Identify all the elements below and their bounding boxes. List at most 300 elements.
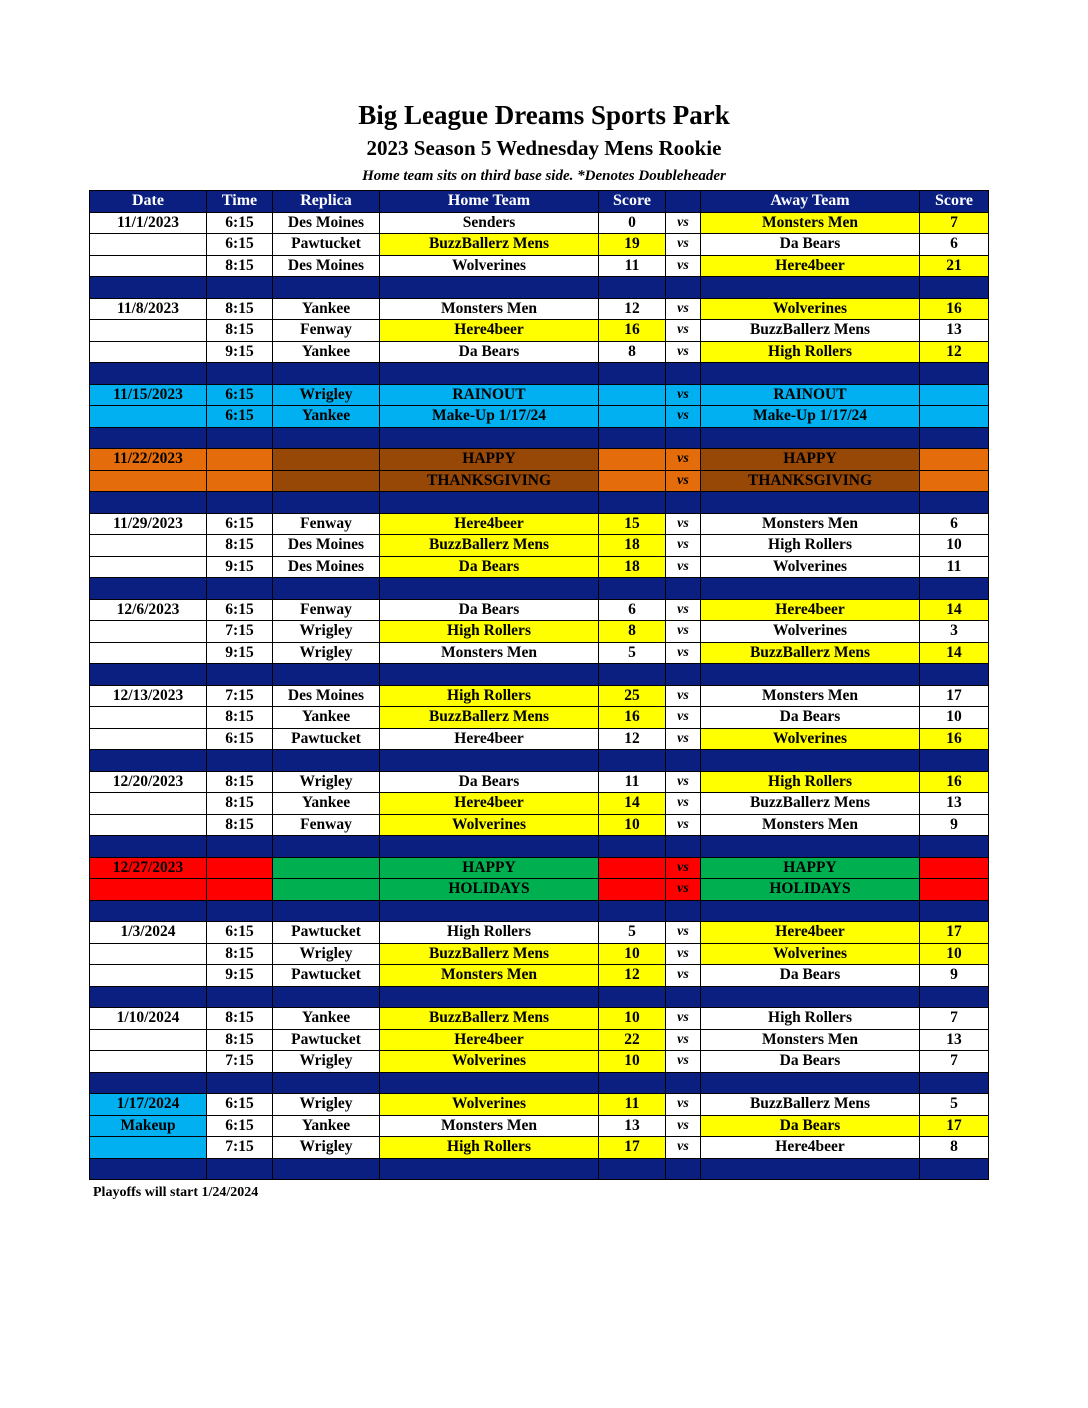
time-cell: 6:15 (207, 1094, 273, 1116)
replica-cell: Yankee (273, 707, 380, 729)
vs-cell: vs (666, 1094, 701, 1116)
away-score-cell: 14 (920, 642, 989, 664)
time-cell (207, 449, 273, 471)
separator-cell (920, 578, 989, 600)
separator-cell (599, 750, 666, 772)
time-cell: 6:15 (207, 922, 273, 944)
vs-cell: vs (666, 642, 701, 664)
date-cell: 1/3/2024 (90, 922, 207, 944)
time-cell: 6:15 (207, 728, 273, 750)
replica-cell: Wrigley (273, 943, 380, 965)
vs-cell: vs (666, 1008, 701, 1030)
away-score-cell: 5 (920, 1094, 989, 1116)
away-team-cell: Monsters Men (701, 814, 920, 836)
replica-cell: Wrigley (273, 1051, 380, 1073)
table-row (90, 341, 989, 363)
separator-row (90, 900, 989, 922)
separator-cell (701, 492, 920, 514)
home-score-cell: 19 (599, 234, 666, 256)
away-score-cell (920, 879, 989, 901)
separator-cell (207, 900, 273, 922)
table-row (90, 922, 989, 944)
separator-cell (701, 664, 920, 686)
separator-cell (90, 578, 207, 600)
separator-cell (380, 750, 599, 772)
date-cell: 12/6/2023 (90, 599, 207, 621)
separator-cell (90, 664, 207, 686)
date-cell (90, 728, 207, 750)
home-score-cell: 16 (599, 320, 666, 342)
date-cell: Makeup (90, 1115, 207, 1137)
separator-cell (380, 664, 599, 686)
away-team-cell: BuzzBallerz Mens (701, 642, 920, 664)
home-team-cell: Here4beer (380, 793, 599, 815)
separator-cell (666, 986, 701, 1008)
home-score-cell: 12 (599, 728, 666, 750)
home-team-cell: Monsters Men (380, 298, 599, 320)
away-score-cell: 7 (920, 212, 989, 234)
away-team-cell: BuzzBallerz Mens (701, 320, 920, 342)
separator-cell (666, 836, 701, 858)
separator-cell (90, 900, 207, 922)
home-score-cell: 6 (599, 599, 666, 621)
separator-cell (207, 427, 273, 449)
time-cell: 9:15 (207, 341, 273, 363)
separator-cell (666, 1158, 701, 1180)
time-cell: 8:15 (207, 814, 273, 836)
away-team-cell: High Rollers (701, 535, 920, 557)
away-team-cell: High Rollers (701, 771, 920, 793)
away-team-cell: Wolverines (701, 728, 920, 750)
away-score-cell: 10 (920, 707, 989, 729)
header-note: Home team sits on third base side. *Denotes Doubleheader (362, 168, 726, 184)
separator-cell (273, 1158, 380, 1180)
separator-cell (273, 836, 380, 858)
date-cell (90, 255, 207, 277)
separator-cell (920, 427, 989, 449)
vs-cell: vs (666, 513, 701, 535)
time-cell: 8:15 (207, 1008, 273, 1030)
separator-cell (207, 836, 273, 858)
home-team-cell: Monsters Men (380, 965, 599, 987)
replica-cell (273, 857, 380, 879)
separator-cell (90, 1072, 207, 1094)
vs-cell: vs (666, 922, 701, 944)
home-score-cell: 10 (599, 814, 666, 836)
separator-cell (599, 277, 666, 299)
replica-cell: Yankee (273, 793, 380, 815)
time-cell: 8:15 (207, 298, 273, 320)
separator-cell (380, 363, 599, 385)
separator-cell (380, 492, 599, 514)
table-row (90, 449, 989, 471)
separator-cell (90, 363, 207, 385)
away-score-cell (920, 449, 989, 471)
column-header-away-score: Score (920, 191, 989, 213)
home-score-cell (599, 384, 666, 406)
separator-cell (207, 986, 273, 1008)
date-cell: 12/27/2023 (90, 857, 207, 879)
separator-row (90, 836, 989, 858)
separator-cell (701, 750, 920, 772)
home-team-cell: Senders (380, 212, 599, 234)
separator-cell (920, 1072, 989, 1094)
home-team-cell: THANKSGIVING (380, 470, 599, 492)
table-header-row (90, 191, 989, 213)
separator-cell (666, 277, 701, 299)
home-team-cell: High Rollers (380, 685, 599, 707)
away-score-cell (920, 470, 989, 492)
date-cell: 11/29/2023 (90, 513, 207, 535)
away-team-cell: Here4beer (701, 1137, 920, 1159)
table-row (90, 943, 989, 965)
vs-cell: vs (666, 341, 701, 363)
away-score-cell: 13 (920, 320, 989, 342)
vs-cell: vs (666, 728, 701, 750)
away-team-cell: Wolverines (701, 621, 920, 643)
table-row (90, 320, 989, 342)
home-team-cell: Wolverines (380, 1094, 599, 1116)
home-score-cell (599, 449, 666, 471)
home-team-cell: BuzzBallerz Mens (380, 707, 599, 729)
away-team-cell: THANKSGIVING (701, 470, 920, 492)
away-team-cell: Monsters Men (701, 212, 920, 234)
separator-cell (666, 492, 701, 514)
schedule-table (89, 190, 989, 1180)
vs-cell: vs (666, 879, 701, 901)
home-score-cell (599, 406, 666, 428)
home-team-cell: Wolverines (380, 1051, 599, 1073)
table-row (90, 212, 989, 234)
table-row (90, 298, 989, 320)
date-cell (90, 320, 207, 342)
home-team-cell: Here4beer (380, 513, 599, 535)
away-score-cell: 14 (920, 599, 989, 621)
separator-cell (701, 1072, 920, 1094)
vs-cell: vs (666, 212, 701, 234)
replica-cell: Fenway (273, 513, 380, 535)
replica-cell: Fenway (273, 320, 380, 342)
home-score-cell: 8 (599, 341, 666, 363)
vs-cell: vs (666, 406, 701, 428)
home-team-cell: Monsters Men (380, 642, 599, 664)
time-cell: 6:15 (207, 212, 273, 234)
separator-cell (599, 664, 666, 686)
table-row (90, 255, 989, 277)
separator-cell (920, 492, 989, 514)
vs-cell: vs (666, 621, 701, 643)
away-score-cell (920, 384, 989, 406)
separator-row (90, 492, 989, 514)
vs-cell: vs (666, 1051, 701, 1073)
away-team-cell: Here4beer (701, 922, 920, 944)
separator-cell (599, 836, 666, 858)
home-score-cell: 17 (599, 1137, 666, 1159)
separator-cell (666, 1072, 701, 1094)
table-row (90, 857, 989, 879)
away-team-cell: Da Bears (701, 965, 920, 987)
vs-cell: vs (666, 1137, 701, 1159)
away-team-cell: Da Bears (701, 1115, 920, 1137)
separator-cell (207, 750, 273, 772)
date-cell (90, 341, 207, 363)
date-cell (90, 642, 207, 664)
replica-cell: Des Moines (273, 255, 380, 277)
table-row (90, 556, 989, 578)
away-team-cell: Here4beer (701, 599, 920, 621)
separator-cell (380, 1158, 599, 1180)
separator-row (90, 363, 989, 385)
home-score-cell: 12 (599, 965, 666, 987)
away-score-cell: 6 (920, 513, 989, 535)
table-row (90, 1029, 989, 1051)
separator-cell (207, 1158, 273, 1180)
vs-cell: vs (666, 685, 701, 707)
replica-cell: Des Moines (273, 535, 380, 557)
home-score-cell: 8 (599, 621, 666, 643)
vs-cell: vs (666, 535, 701, 557)
home-score-cell: 11 (599, 1094, 666, 1116)
home-team-cell: Here4beer (380, 728, 599, 750)
replica-cell (273, 470, 380, 492)
separator-cell (666, 900, 701, 922)
vs-cell: vs (666, 234, 701, 256)
replica-cell: Pawtucket (273, 234, 380, 256)
away-score-cell (920, 406, 989, 428)
column-header-away-team: Away Team (701, 191, 920, 213)
separator-cell (701, 277, 920, 299)
table-row (90, 1008, 989, 1030)
time-cell: 7:15 (207, 1137, 273, 1159)
date-cell: 1/17/2024 (90, 1094, 207, 1116)
home-team-cell: Da Bears (380, 599, 599, 621)
separator-row (90, 1072, 989, 1094)
separator-cell (90, 750, 207, 772)
away-score-cell: 12 (920, 341, 989, 363)
separator-row (90, 986, 989, 1008)
away-team-cell: HOLIDAYS (701, 879, 920, 901)
vs-cell: vs (666, 599, 701, 621)
date-cell (90, 406, 207, 428)
separator-cell (273, 578, 380, 600)
separator-cell (599, 986, 666, 1008)
separator-cell (380, 836, 599, 858)
separator-cell (90, 986, 207, 1008)
home-score-cell: 14 (599, 793, 666, 815)
vs-cell: vs (666, 384, 701, 406)
table-row (90, 599, 989, 621)
table-row (90, 685, 989, 707)
page-title: Big League Dreams Sports Park (358, 100, 730, 130)
vs-cell: vs (666, 793, 701, 815)
date-cell (90, 1029, 207, 1051)
time-cell: 7:15 (207, 1051, 273, 1073)
away-score-cell: 16 (920, 771, 989, 793)
home-team-cell: Da Bears (380, 556, 599, 578)
away-team-cell: Da Bears (701, 1051, 920, 1073)
separator-cell (701, 427, 920, 449)
home-team-cell: Here4beer (380, 320, 599, 342)
time-cell (207, 857, 273, 879)
vs-cell: vs (666, 707, 701, 729)
separator-cell (207, 1072, 273, 1094)
table-row (90, 513, 989, 535)
separator-cell (599, 900, 666, 922)
away-team-cell: Monsters Men (701, 685, 920, 707)
away-score-cell: 10 (920, 535, 989, 557)
home-team-cell: BuzzBallerz Mens (380, 943, 599, 965)
separator-cell (90, 492, 207, 514)
date-cell: 11/15/2023 (90, 384, 207, 406)
separator-cell (273, 664, 380, 686)
separator-cell (90, 1158, 207, 1180)
replica-cell: Pawtucket (273, 1029, 380, 1051)
separator-cell (273, 363, 380, 385)
separator-cell (701, 363, 920, 385)
date-cell: 11/8/2023 (90, 298, 207, 320)
time-cell: 9:15 (207, 556, 273, 578)
separator-cell (207, 277, 273, 299)
table-row (90, 1137, 989, 1159)
vs-cell: vs (666, 814, 701, 836)
separator-cell (920, 900, 989, 922)
separator-cell (701, 986, 920, 1008)
separator-cell (920, 1158, 989, 1180)
home-team-cell: Monsters Men (380, 1115, 599, 1137)
away-score-cell: 17 (920, 685, 989, 707)
away-score-cell: 10 (920, 943, 989, 965)
home-team-cell: HAPPY (380, 857, 599, 879)
table-row (90, 965, 989, 987)
replica-cell: Des Moines (273, 212, 380, 234)
home-score-cell (599, 470, 666, 492)
separator-cell (920, 664, 989, 686)
time-cell: 8:15 (207, 1029, 273, 1051)
playoffs-note: Playoffs will start 1/24/2024 (93, 1185, 259, 1200)
separator-cell (380, 986, 599, 1008)
away-score-cell: 7 (920, 1051, 989, 1073)
home-team-cell: Da Bears (380, 341, 599, 363)
table-row (90, 535, 989, 557)
time-cell: 6:15 (207, 406, 273, 428)
home-team-cell: Here4beer (380, 1029, 599, 1051)
separator-cell (599, 578, 666, 600)
separator-row (90, 1158, 989, 1180)
vs-cell: vs (666, 857, 701, 879)
date-cell (90, 965, 207, 987)
date-cell: 1/10/2024 (90, 1008, 207, 1030)
separator-cell (920, 750, 989, 772)
time-cell: 7:15 (207, 685, 273, 707)
time-cell: 6:15 (207, 384, 273, 406)
separator-cell (920, 836, 989, 858)
separator-cell (207, 363, 273, 385)
home-score-cell: 15 (599, 513, 666, 535)
separator-cell (599, 363, 666, 385)
separator-cell (701, 900, 920, 922)
home-score-cell: 0 (599, 212, 666, 234)
away-score-cell: 8 (920, 1137, 989, 1159)
home-score-cell: 11 (599, 255, 666, 277)
away-score-cell: 17 (920, 922, 989, 944)
away-score-cell: 6 (920, 234, 989, 256)
home-score-cell: 25 (599, 685, 666, 707)
table-row (90, 406, 989, 428)
separator-row (90, 578, 989, 600)
date-cell (90, 707, 207, 729)
date-cell (90, 943, 207, 965)
away-team-cell: RAINOUT (701, 384, 920, 406)
separator-cell (380, 578, 599, 600)
replica-cell: Yankee (273, 341, 380, 363)
home-score-cell: 5 (599, 922, 666, 944)
vs-cell: vs (666, 298, 701, 320)
away-score-cell: 13 (920, 793, 989, 815)
home-score-cell: 18 (599, 556, 666, 578)
separator-cell (599, 1158, 666, 1180)
away-team-cell: Monsters Men (701, 513, 920, 535)
home-team-cell: Make-Up 1/17/24 (380, 406, 599, 428)
replica-cell: Yankee (273, 406, 380, 428)
vs-cell: vs (666, 449, 701, 471)
home-score-cell: 10 (599, 1008, 666, 1030)
vs-cell: vs (666, 1115, 701, 1137)
away-team-cell: BuzzBallerz Mens (701, 793, 920, 815)
away-score-cell: 21 (920, 255, 989, 277)
separator-cell (599, 1072, 666, 1094)
home-team-cell: Da Bears (380, 771, 599, 793)
away-score-cell: 16 (920, 298, 989, 320)
home-team-cell: BuzzBallerz Mens (380, 234, 599, 256)
separator-cell (273, 427, 380, 449)
separator-cell (273, 900, 380, 922)
date-cell: 11/22/2023 (90, 449, 207, 471)
separator-cell (380, 900, 599, 922)
away-team-cell: Da Bears (701, 234, 920, 256)
time-cell: 6:15 (207, 599, 273, 621)
table-row (90, 771, 989, 793)
home-score-cell (599, 879, 666, 901)
date-cell (90, 1137, 207, 1159)
away-score-cell: 7 (920, 1008, 989, 1030)
date-cell (90, 535, 207, 557)
separator-cell (273, 750, 380, 772)
separator-cell (666, 427, 701, 449)
separator-cell (207, 492, 273, 514)
home-team-cell: RAINOUT (380, 384, 599, 406)
separator-row (90, 427, 989, 449)
replica-cell: Wrigley (273, 621, 380, 643)
date-cell (90, 234, 207, 256)
table-row (90, 621, 989, 643)
time-cell: 6:15 (207, 513, 273, 535)
date-cell (90, 621, 207, 643)
separator-row (90, 664, 989, 686)
vs-cell: vs (666, 965, 701, 987)
separator-cell (207, 578, 273, 600)
date-cell (90, 470, 207, 492)
time-cell: 8:15 (207, 707, 273, 729)
away-team-cell: BuzzBallerz Mens (701, 1094, 920, 1116)
vs-cell: vs (666, 556, 701, 578)
home-team-cell: BuzzBallerz Mens (380, 535, 599, 557)
away-team-cell: Wolverines (701, 298, 920, 320)
vs-cell: vs (666, 255, 701, 277)
vs-cell: vs (666, 1029, 701, 1051)
time-cell (207, 470, 273, 492)
separator-cell (701, 578, 920, 600)
home-team-cell: High Rollers (380, 1137, 599, 1159)
